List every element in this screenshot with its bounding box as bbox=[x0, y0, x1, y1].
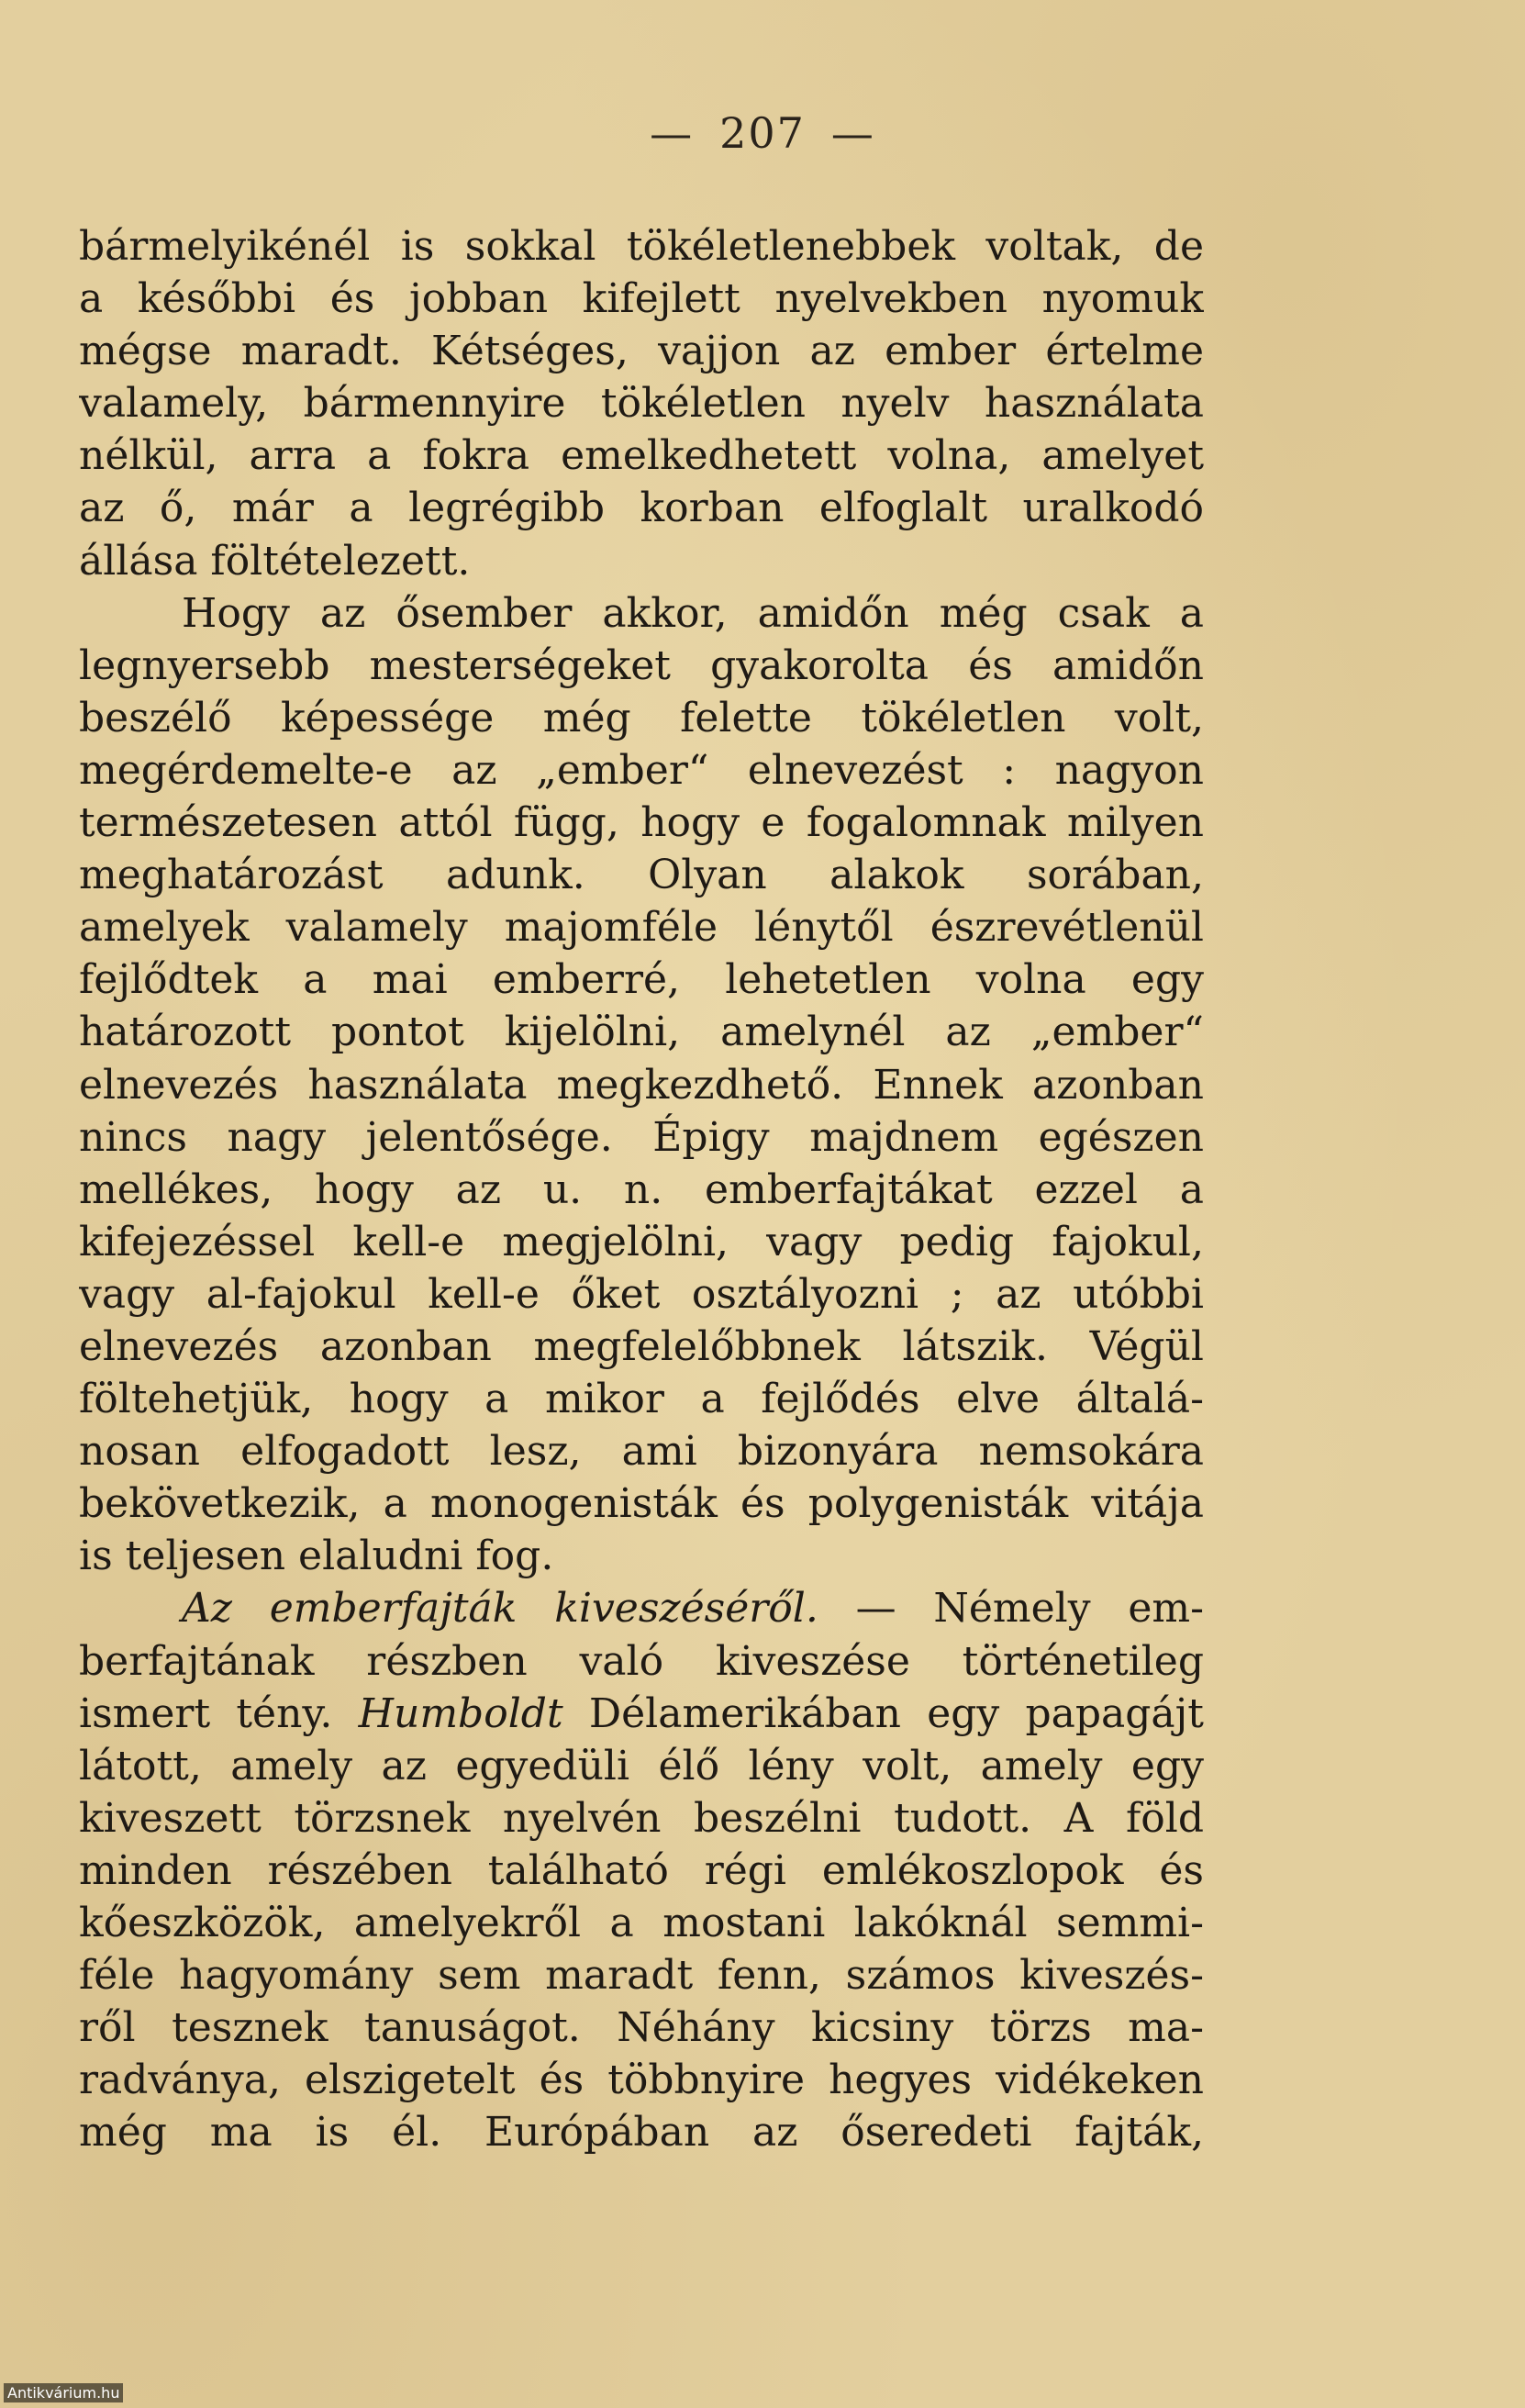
paragraph-start-line: Hogy az ősember akkor, amidőn még csak a bbox=[182, 589, 1204, 637]
text-line: mellékes, hogy az u. n. emberfajtákat ezzel a bbox=[79, 1165, 1204, 1213]
text-line: ről tesznek tanuságot. Néhány kicsiny törzs ma- bbox=[79, 2004, 1204, 2052]
text-line: féle hagyomány sem maradt fenn, számos kiveszés- bbox=[79, 1952, 1204, 2000]
line-text-rest: Délamerikában egy papagájt bbox=[562, 1689, 1204, 1737]
text-line: a későbbi és jobban kifejlett nyelvekben nyomuk bbox=[79, 275, 1204, 323]
text-line: is teljesen elaludni fog. bbox=[79, 1533, 554, 1580]
text-line: nélkül, arra a fokra emelkedhetett volna, amelyet bbox=[79, 432, 1204, 480]
emphasized-name: Humboldt bbox=[358, 1689, 563, 1737]
text-line: kifejezéssel kell-e megjelölni, vagy pedig fajokul, bbox=[79, 1218, 1204, 1265]
text-line: bekövetkezik, a monogenisták és polygenisták vitája bbox=[79, 1480, 1204, 1528]
text-line: nosan elfogadott lesz, ami bizonyára nemsokára bbox=[79, 1428, 1204, 1476]
body-text bbox=[79, 220, 1204, 2158]
text-line: megérdemelte-e az „ember“ elnevezést : nagyon bbox=[79, 746, 1204, 794]
section-heading-line bbox=[79, 1582, 1204, 1634]
text-line: vagy al-fajokul kell-e őket osztályozni ; az utóbbi bbox=[79, 1270, 1204, 1318]
text-line: határozott pontot kijelölni, amelynél az „ember“ bbox=[79, 1009, 1204, 1056]
page-number: 207 bbox=[719, 108, 806, 158]
text-line: beszélő képessége még felette tökéletlen volt, bbox=[79, 694, 1204, 741]
text-line: nincs nagy jelentősége. Épigy majdnem egészen bbox=[79, 1113, 1204, 1161]
text-line: meghatározást adunk. Olyan alakok sorában, bbox=[79, 852, 1204, 899]
text-line: mégse maradt. Kétséges, vajjon az ember értelme bbox=[79, 328, 1204, 375]
text-line: föltehetjük, hogy a mikor a fejlődés elve általá- bbox=[79, 1376, 1204, 1423]
text-line: természetesen attól függ, hogy e fogalomnak milyen bbox=[79, 799, 1204, 847]
text-line: fejlődtek a mai emberré, lehetetlen volna egy bbox=[79, 956, 1204, 1004]
text-line: kiveszett törzsnek nyelvén beszélni tudott. A föld bbox=[79, 1794, 1204, 1842]
header-left-dash: — bbox=[650, 108, 695, 158]
watermark: Antikvárium.hu bbox=[4, 2383, 123, 2402]
text-line bbox=[79, 1688, 1204, 1740]
text-line: radványa, elszigetelt és többnyire hegyes vidékeken bbox=[79, 2057, 1204, 2104]
text-line: berfajtának részben való kiveszése történetileg bbox=[79, 1637, 1204, 1685]
text-line: az ő, már a legrégibb korban elfoglalt uralkodó bbox=[79, 485, 1204, 532]
section-heading: Az emberfajták kiveszéséről. bbox=[182, 1585, 818, 1633]
page-header bbox=[0, 108, 1525, 158]
text-line: bármelyikénél is sokkal tökéletlenebbek voltak, de bbox=[79, 223, 1204, 270]
line-text-pre: ismert tény. bbox=[79, 1689, 359, 1737]
text-line: állása föltételezett. bbox=[79, 537, 471, 585]
text-line: látott, amely az egyedüli élő lény volt, amely egy bbox=[79, 1742, 1204, 1789]
text-line: elnevezés használata megkezdhető. Ennek azonban bbox=[79, 1061, 1204, 1109]
text-line: valamely, bármennyire tökéletlen nyelv használata bbox=[79, 380, 1204, 428]
header-right-dash: — bbox=[830, 108, 875, 158]
text-line: legnyersebb mesterségeket gyakorolta és amidőn bbox=[79, 641, 1204, 689]
text-line: minden részében található régi emlékoszlopok és bbox=[79, 1846, 1204, 1894]
section-heading-rest: — Némely em- bbox=[818, 1585, 1204, 1633]
text-line: még ma is él. Európában az őseredeti fajták, bbox=[79, 2109, 1204, 2157]
text-line: amelyek valamely majomféle lénytől észrevétlenül bbox=[79, 904, 1204, 952]
text-line: kőeszközök, amelyekről a mostani lakóknál semmi- bbox=[79, 1900, 1204, 1946]
text-line: elnevezés azonban megfelelőbbnek látszik. Végül bbox=[79, 1322, 1204, 1370]
